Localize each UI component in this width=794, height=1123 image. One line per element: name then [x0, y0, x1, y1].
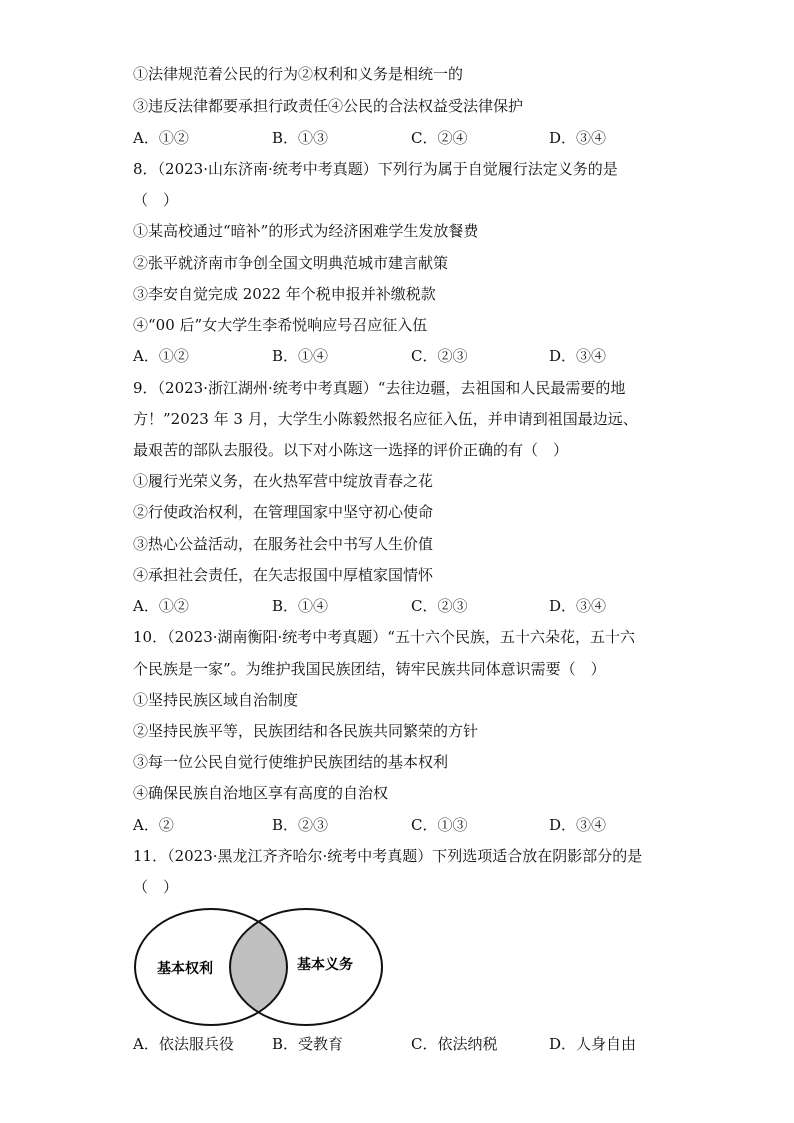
statement-line: ②行使政治权利，在管理国家中坚守初心使命: [133, 503, 434, 521]
option-d: D．③④: [549, 597, 607, 615]
option-c: C．依法纳税: [411, 1035, 498, 1053]
statement-line: ③热心公益活动，在服务社会中书写人生价值: [133, 535, 434, 553]
option-b: B．②③: [272, 816, 329, 834]
option-b: B．①③: [272, 129, 329, 147]
option-d: D．③④: [549, 816, 607, 834]
statement-line: ③违反法律都要承担行政责任④公民的合法权益受法律保护: [133, 97, 524, 115]
option-a: A．①②: [133, 347, 189, 365]
option-b: B．①④: [272, 597, 329, 615]
answer-blank: （ ）: [133, 191, 179, 209]
statement-line: ①履行光荣义务，在火热军营中绽放青春之花: [133, 472, 434, 490]
statement-line: ②张平就济南市争创全国文明典范城市建言献策: [133, 254, 449, 272]
option-d: D．人身自由: [549, 1035, 637, 1053]
question-10-stem-cont: 个民族是一家”。为维护我国民族团结，铸牢民族共同体意识需要（ ）: [133, 660, 606, 678]
question-8-stem: 8．（2023·山东济南·统考中考真题）下列行为属于自觉履行法定义务的是: [133, 160, 618, 178]
statement-line: ③每一位公民自觉行使维护民族团结的基本权利: [133, 753, 449, 771]
statement-line: ③李安自觉完成 2022 年个税申报并补缴税款: [133, 285, 436, 303]
statement-line: ④确保民族自治地区享有高度的自治权: [133, 784, 389, 802]
option-c: C．②③: [411, 347, 468, 365]
statement-line: ②坚持民族平等，民族团结和各民族共同繁荣的方针: [133, 722, 479, 740]
question-10-stem: 10．（2023·湖南衡阳·统考中考真题）“五十六个民族，五十六朵花，五十六: [133, 628, 635, 646]
option-c: C．①③: [411, 816, 468, 834]
question-9-stem: 9．（2023·浙江湖州·统考中考真题）“去往边疆，去祖国和人民最需要的地: [133, 379, 626, 397]
question-11-stem: 11．（2023·黑龙江齐齐哈尔·统考中考真题）下列选项适合放在阴影部分的是: [133, 847, 643, 865]
option-d: D．③④: [549, 129, 607, 147]
option-a: A．①②: [133, 597, 189, 615]
statement-line: ①坚持民族区域自治制度: [133, 691, 299, 709]
answer-blank: （ ）: [133, 878, 179, 896]
option-c: C．②④: [411, 129, 468, 147]
venn-diagram: [133, 905, 393, 1031]
question-9-stem-cont: 方！”2023 年 3 月，大学生小陈毅然报名应征入伍，并申请到祖国最边远、: [133, 410, 638, 428]
option-a: A．依法服兵役: [133, 1035, 234, 1053]
venn-label-left: 基本权利: [157, 961, 213, 977]
venn-label-right: 基本义务: [297, 957, 353, 973]
option-b: B．①④: [272, 347, 329, 365]
statement-line: ①某高校通过“暗补”的形式为经济困难学生发放餐费: [133, 222, 479, 240]
option-b: B．受教育: [272, 1035, 344, 1053]
option-d: D．③④: [549, 347, 607, 365]
statement-line: ④“00 后”女大学生李希悦响应号召应征入伍: [133, 316, 428, 334]
statement-line: ①法律规范着公民的行为②权利和义务是相统一的: [133, 65, 464, 83]
option-a: A．②: [133, 816, 174, 834]
question-9-stem-cont: 最艰苦的部队去服役。以下对小陈这一选择的评价正确的有（ ）: [133, 441, 569, 459]
statement-line: ④承担社会责任，在矢志报国中厚植家国情怀: [133, 566, 434, 584]
option-c: C．②③: [411, 597, 468, 615]
option-a: A．①②: [133, 129, 189, 147]
